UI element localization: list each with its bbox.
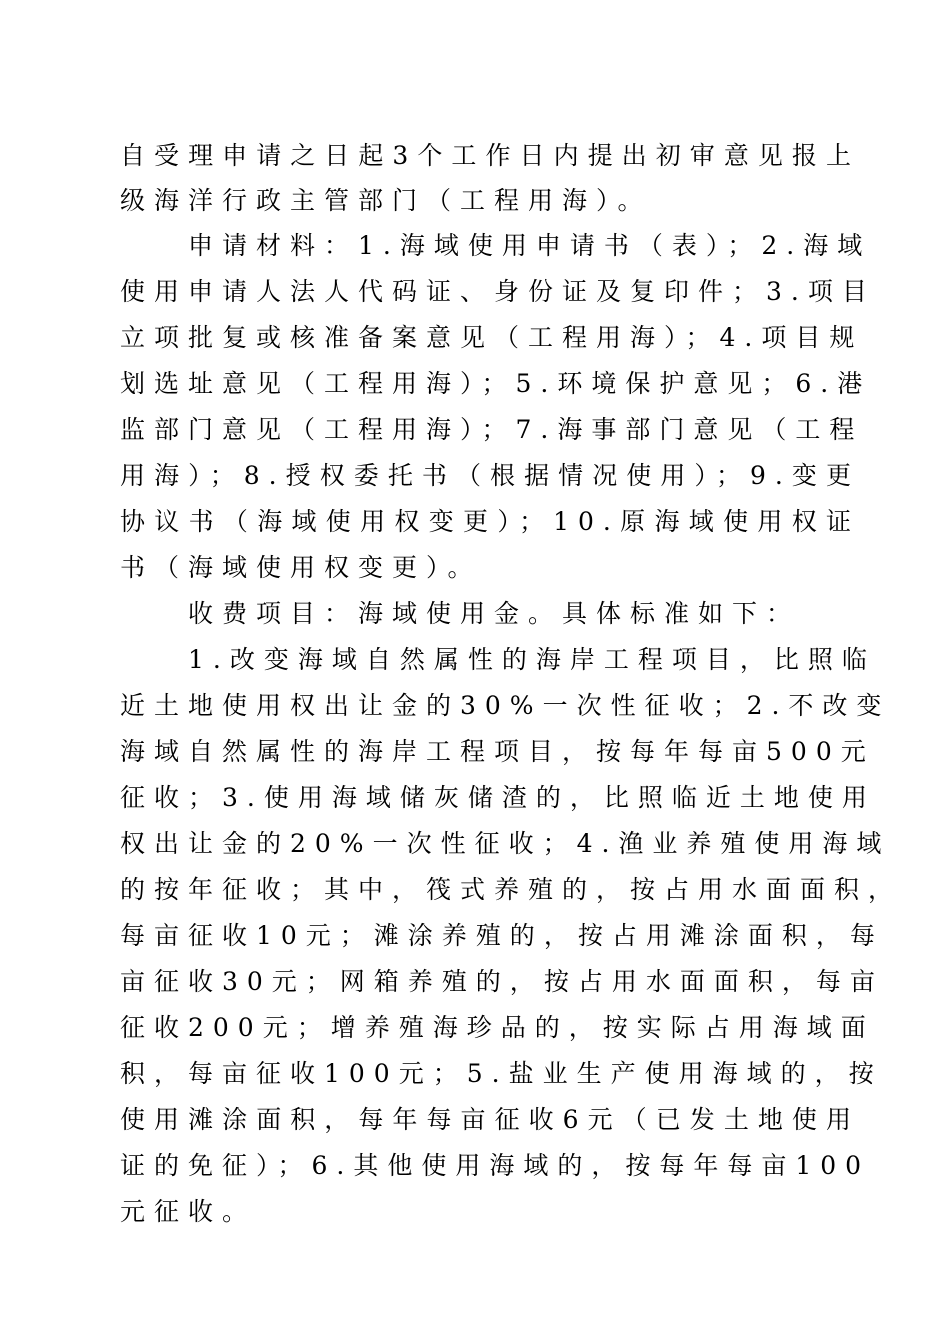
text-line-1: 自受理申请之日起3个工作日内提出初审意见报上 bbox=[120, 141, 860, 170]
text-line-15: 征收；3.使用海域储灰储渣的，比照临近土地使用 bbox=[120, 783, 876, 812]
text-line-8: 用海）；8.授权委托书（根据情况使用）；9.变更 bbox=[120, 461, 860, 490]
text-line-22: 使用滩涂面积，每年每亩征收6元（已发土地使用 bbox=[120, 1105, 860, 1134]
text-line-6: 划选址意见（工程用海）；5.环境保护意见；6.港 bbox=[120, 369, 872, 398]
text-line-14: 海域自然属性的海岸工程项目，按每年每亩500元 bbox=[120, 737, 875, 766]
text-line-4: 使用申请人法人代码证、身份证及复印件；3.项目 bbox=[120, 277, 876, 306]
text-line-13: 近土地使用权出让金的30%一次性征收；2.不改变 bbox=[120, 691, 891, 720]
text-line-12: 1.改变海域自然属性的海岸工程项目，比照临 bbox=[188, 645, 876, 674]
text-line-5: 立项批复或核准备案意见（工程用海）；4.项目规 bbox=[120, 323, 864, 352]
text-line-18: 每亩征收10元；滩涂养殖的，按占用滩涂面积，每 bbox=[120, 921, 884, 950]
text-line-20: 征收200元；增养殖海珍品的，按实际占用海域面 bbox=[120, 1013, 875, 1042]
text-line-17: 的按年征收；其中，筏式养殖的，按占用水面面积， bbox=[120, 875, 903, 904]
text-line-2: 级海洋行政主管部门（工程用海）。 bbox=[120, 186, 652, 215]
text-line-24: 元征收。 bbox=[120, 1197, 257, 1226]
text-line-23: 证的免征）；6.其他使用海域的，按每年每亩100 bbox=[120, 1151, 871, 1180]
text-line-19: 亩征收30元；网箱养殖的，按占用水面面积，每亩 bbox=[120, 967, 884, 996]
text-line-7: 监部门意见（工程用海）；7.海事部门意见（工程 bbox=[120, 415, 864, 444]
text-line-16: 权出让金的20%一次性征收；4.渔业养殖使用海域 bbox=[120, 829, 891, 858]
text-line-3: 申请材料：1.海域使用申请书（表）；2.海域 bbox=[188, 231, 872, 260]
text-line-10: 书（海域使用权变更）。 bbox=[120, 553, 482, 582]
text-line-11: 收费项目：海域使用金。具体标准如下： bbox=[188, 599, 801, 628]
text-line-21: 积，每亩征收100元；5.盐业生产使用海域的，按 bbox=[120, 1059, 883, 1088]
text-line-9: 协议书（海域使用权变更）；10.原海域使用权证 bbox=[120, 507, 860, 536]
